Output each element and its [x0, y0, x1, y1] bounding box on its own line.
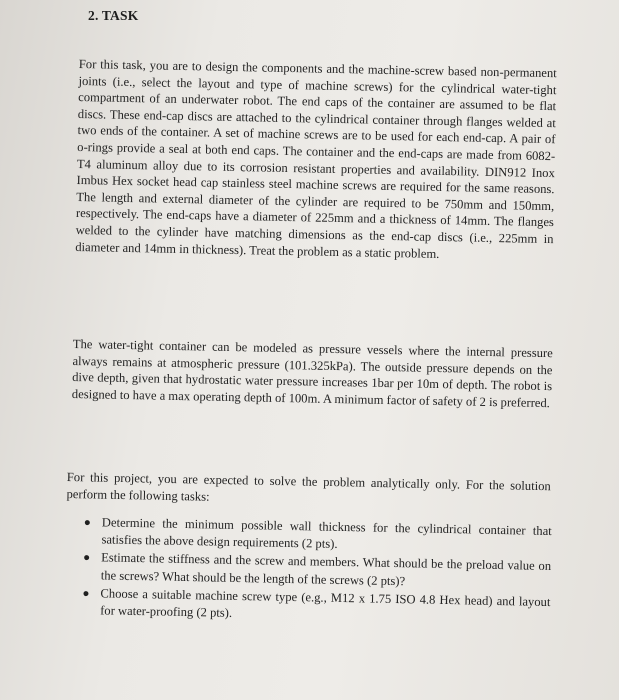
task-description-paragraph: For this task, you are to design the components and the machine-screw based non-permanent joints (i.e., select the layout and type of machine screws) for the cylindrical water-tight compartment of an underwater robot. The end caps of the container are assumed to be flat discs. These end-cap discs are attached to the cylindrical container through flanges welded at two ends of the container. A set of machine screws are to be used for each end-cap. A pair of o-rings provide a seal at both end caps. The container and the end-caps are made from 6082-T4 aluminum alloy due to its corrosion resistant properties and availability. DIN912 Inox Imbus Hex socket head cap stainless steel machine screws are required for the same reasons. The length and external diameter of the cylinder are required to be 750mm and 150mm, respectively. The end-caps have a diameter of 225mm and a thickness of 14mm. The flanges welded to the cylinder have matching dimensions as the end-cap discs (i.e., 225mm in diameter and 14mm in thickness). Treat the problem as a static problem.: [75, 56, 557, 261]
section-heading: 2. TASK: [88, 8, 139, 23]
pressure-paragraph: The water-tight container can be modeled as pressure vessels where the internal pressure always remains at atmospheric pressure (101.325kPa). The outside pressure depends on the dive depth, given that hydrostatic water pressure increases 1bar per 10m of depth. The robot is designed to have a max operating depth of 100m. A minimum factor of safety of 2 is preferred.: [71, 336, 553, 410]
task-list: [80, 514, 552, 629]
project-instructions-paragraph: For this project, you are expected to solve the problem analytically only. For the solution perform the following tasks:: [66, 469, 551, 504]
bullet-icon: [85, 520, 90, 525]
task-item-text: Determine the minimum possible wall thickness for the cylindrical container that satisfies the above design requirements (2 pts).: [101, 515, 552, 552]
bullet-icon: [83, 591, 88, 596]
bullet-icon: [84, 555, 89, 560]
task-item-text: Estimate the stiffness and the screw and members. What should be the preload value on the screws? What should be the length of the screws (2 pts)?: [100, 550, 552, 588]
task-item-text: Choose a suitable machine screw type (e.g., M12 x 1.75 ISO 4.8 Hex head) and layout for water-proofing (2 pts).: [100, 586, 551, 620]
